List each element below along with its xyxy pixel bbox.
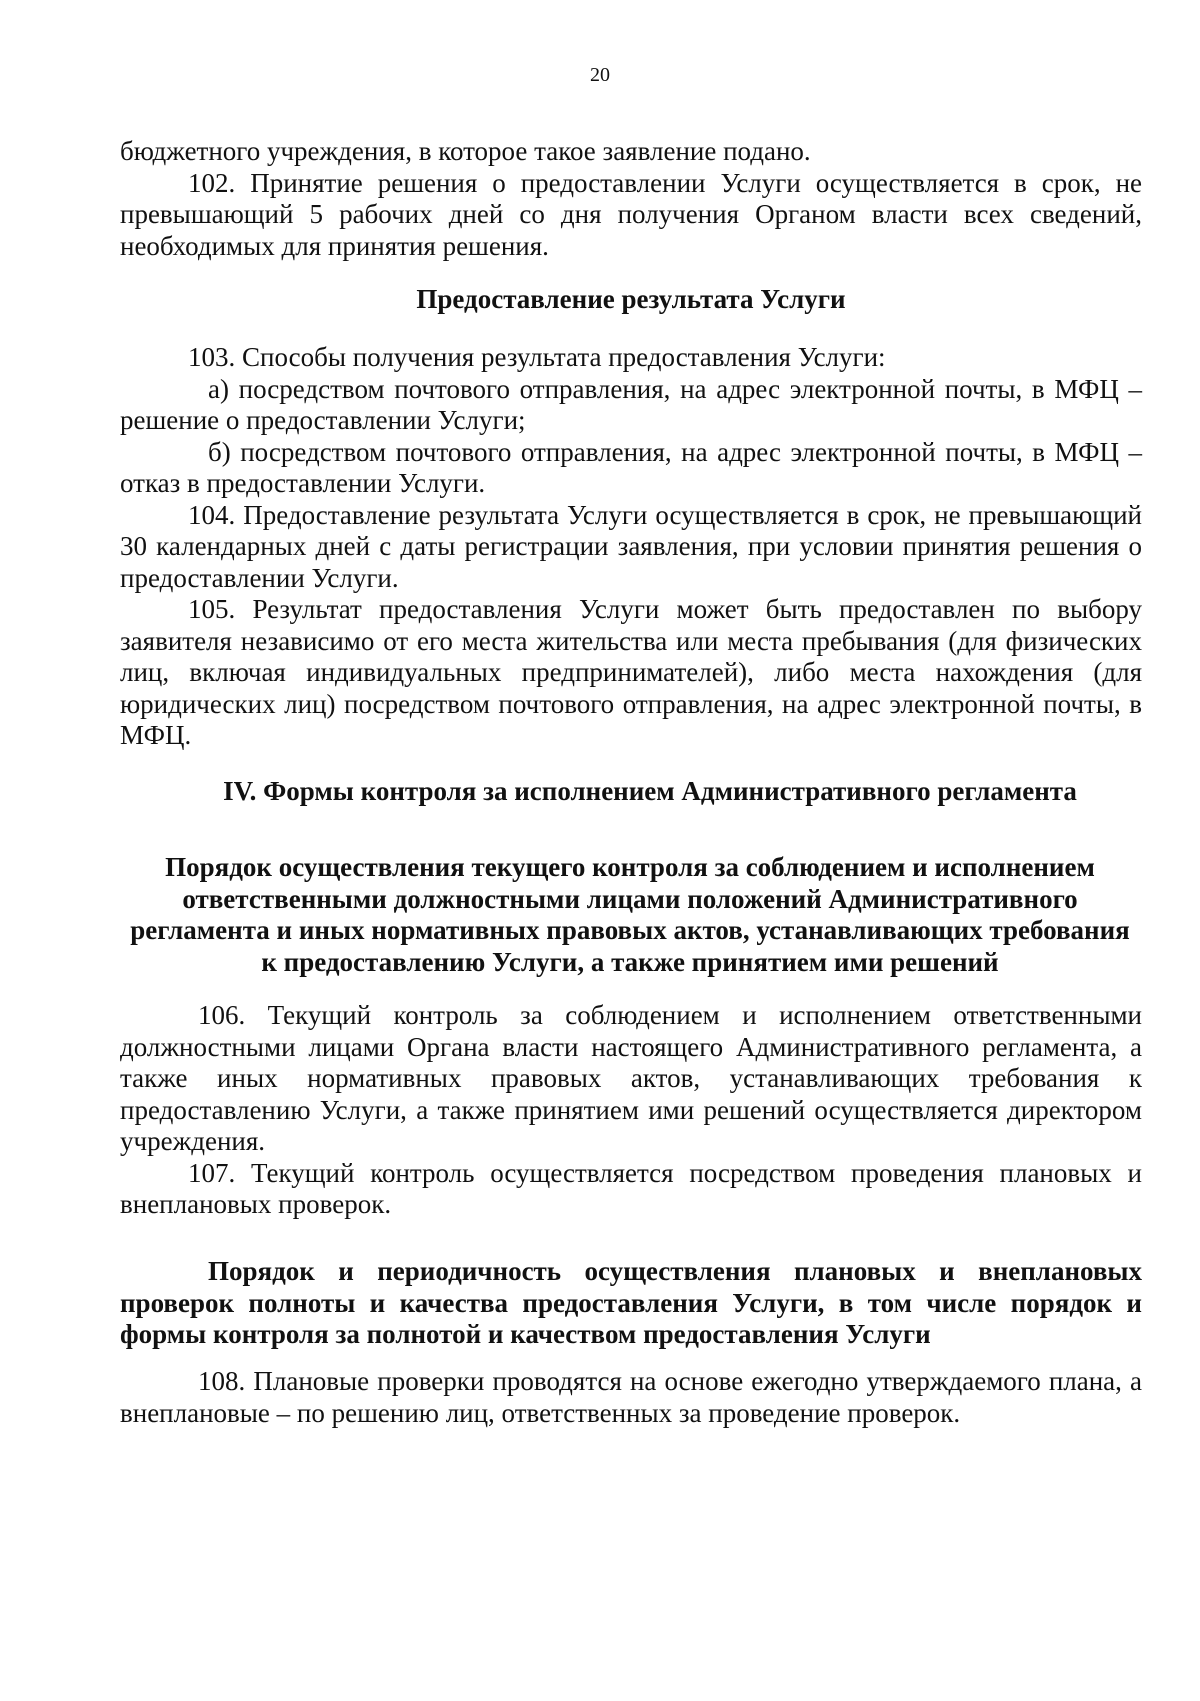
paragraph-103-b: б) посредством почтового отправления, на адрес электронной почты, в МФЦ – отказ в предоставлении Услуги. bbox=[120, 436, 1142, 498]
page-number: 20 bbox=[590, 64, 610, 86]
text-block-2 bbox=[120, 342, 1142, 752]
heading-current-control: Порядок осуществления текущего контроля за соблюдением и исполнением ответственными должностными лицами положений Административного регламента и иных нормативных правовых актов, устанавливающих требования к предоставлению Услуги, а также принятием ими решений bbox=[130, 852, 1130, 977]
paragraph-106: 106. Текущий контроль за соблюдением и исполнением ответственными должностными лицами Органа власти настоящего Административного регламента, а также иных нормативных правовых актов, устанавливающих требования к предоставлению Услуги, а также принятием ими решений осуществляется директором учреждения. bbox=[120, 1000, 1142, 1156]
paragraph-107: 107. Текущий контроль осуществляется посредством проведения плановых и внеплановых проверок. bbox=[120, 1157, 1142, 1219]
paragraph-102: 102. Принятие решения о предоставлении Услуги осуществляется в срок, не превышающий 5 рабочих дней со дня получения Органом власти всех сведений, необходимых для принятия решения. bbox=[120, 167, 1142, 261]
text-block-4 bbox=[120, 1366, 1142, 1429]
heading-inspections: Порядок и периодичность осуществления плановых и внеплановых проверок полноты и качества предоставления Услуги, в том числе порядок и формы контроля за полнотой и качеством предоставления Услуги bbox=[120, 1256, 1142, 1349]
heading-section-iv: IV. Формы контроля за исполнением Административного регламента bbox=[223, 776, 1077, 806]
heading-result: Предоставление результата Услуги bbox=[416, 284, 846, 314]
text-block-1 bbox=[120, 136, 1142, 262]
paragraph-105: 105. Результат предоставления Услуги может быть предоставлен по выбору заявителя независимо от его места жительства или места пребывания (для физических лиц, включая индивидуальных предпринимателей), либо места нахождения (для юридических лиц) посредством почтового отправления, на адрес электронной почты, в МФЦ. bbox=[120, 594, 1142, 750]
paragraph-104: 104. Предоставление результата Услуги осуществляется в срок, не превышающий 30 календарных дней с даты регистрации заявления, при условии принятия решения о предоставлении Услуги. bbox=[120, 499, 1142, 593]
paragraph-103-a: а) посредством почтового отправления, на адрес электронной почты, в МФЦ – решение о предоставлении Услуги; bbox=[120, 373, 1142, 435]
paragraph-108: 108. Плановые проверки проводятся на основе ежегодно утверждаемого плана, а внеплановые – по решению лиц, ответственных за проведение проверок. bbox=[120, 1366, 1142, 1428]
paragraph-continuation: бюджетного учреждения, в которое такое заявление подано. bbox=[120, 136, 811, 166]
paragraph-103: 103. Способы получения результата предоставления Услуги: bbox=[188, 342, 886, 372]
text-block-3 bbox=[120, 1000, 1142, 1221]
